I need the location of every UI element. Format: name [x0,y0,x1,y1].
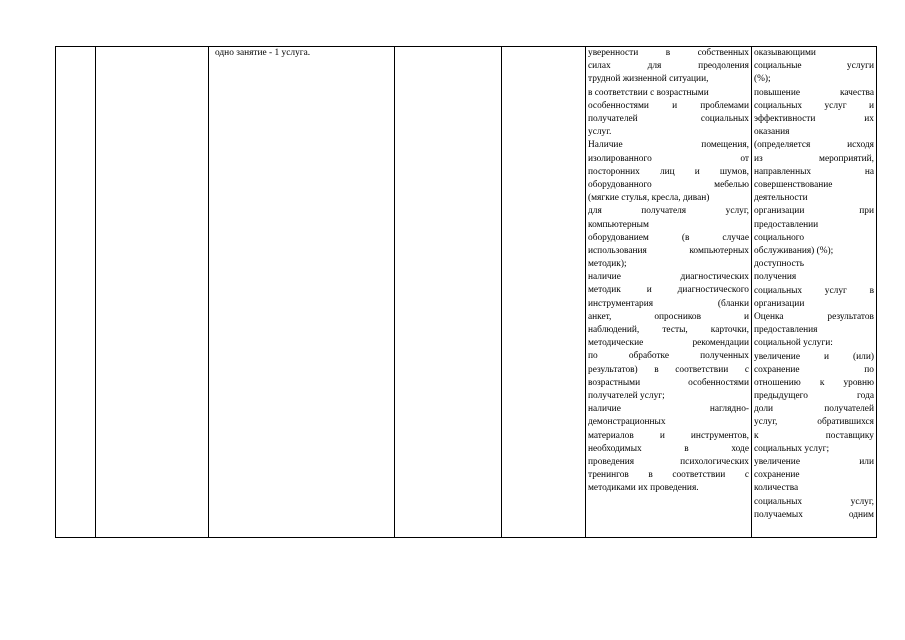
text-line: получаемых одним [754,509,874,520]
text-line: доли получателей [754,404,874,415]
text-line: оборудованного мебелью [588,179,749,190]
text-line: Оценка результатов [754,311,874,322]
service-conditions-text [588,47,749,496]
text-line: эффективности их [754,113,874,124]
cell-service-volume [209,47,395,538]
text-line: методиками их проведения. [588,483,699,494]
table-row [56,47,877,538]
text-line: количества [754,483,799,494]
text-line: предоставлении [754,219,819,230]
text-line: обслуживания) (%); [754,245,834,256]
text-line: оказания [754,127,790,138]
text-line: методик и диагностического [588,285,749,296]
text-line: увеличение или [754,457,874,468]
text-line: социальных услуг в [754,285,874,296]
text-line: оказывающими [754,48,816,58]
text-line: уверенности в собственных [588,48,749,58]
text-line: наличие диагностических [588,272,749,283]
text-line: особенностями и проблемами [588,100,749,111]
text-line: результатов) в соответствии с [588,364,749,375]
text-line: получателей социальных [588,113,749,124]
text-line: (%); [754,74,771,85]
text-line: (мягкие стулья, кресла, диван) [588,193,710,204]
text-line: изолированного от [588,153,749,164]
text-line: (определяется исходя [754,140,874,151]
cell-service-indicators [752,47,877,538]
service-indicators-text [754,47,874,522]
text-line: получателей услуг; [588,390,665,401]
services-table [55,46,877,538]
text-line: материалов и инструментов, [588,430,749,441]
cell-service-term [395,47,502,538]
text-line: социальных услуг; [754,443,830,454]
text-line: организации при [754,206,874,217]
text-line: компьютерным [588,219,649,230]
text-line: социальных услуг и [754,100,874,111]
text-line: социальной услуги: [754,338,833,349]
text-line: оборудованием (в случае [588,232,749,243]
text-line: направленных на [754,166,874,177]
text-line: из мероприятий, [754,153,874,164]
service-volume-text: одно занятие - 1 услуга. [215,48,311,58]
text-line: использования компьютерных [588,245,749,256]
text-line: трудной жизненной ситуации, [588,74,709,85]
text-line: услуг. [588,127,612,138]
text-line: увеличение и (или) [754,351,874,362]
text-line: тренингов в соответствии с [588,470,749,481]
text-line: сохранение по [754,364,874,375]
text-line: посторонних лиц и шумов, [588,166,749,177]
text-line: силах для преодоления [588,61,749,72]
text-line: социальных услуг, [754,496,874,507]
text-line: услуг, обратившихся [754,417,874,428]
text-line: методик); [588,259,627,270]
text-line: совершенствование [754,179,833,190]
cell-service-name [96,47,209,538]
cell-number [56,47,96,538]
text-line: необходимых в ходе [588,443,749,454]
text-line: методические рекомендации [588,338,749,349]
text-line: к поставщику [754,430,874,441]
cell-service-norm [502,47,586,538]
text-line: повышение качества [754,87,874,98]
text-line: наблюдений, тесты, карточки, [588,325,749,336]
text-line: по обработке полученных [588,351,749,362]
text-line: организации [754,298,805,309]
text-line: демонстрационных [588,417,666,428]
text-line: Наличие помещения, [588,140,749,151]
text-line: социального [754,232,805,243]
text-line: социальные услуги [754,61,874,72]
text-line: в соответствии с возрастными [588,87,709,98]
text-line: наличие наглядно- [588,404,749,415]
text-line: сохранение [754,470,800,481]
text-line: предыдущего года [754,391,874,402]
text-line: анкет, опросников и [588,311,749,322]
text-line: доступность [754,259,805,270]
text-line: возрастными особенностями [588,377,749,388]
text-line: проведения психологических [588,456,749,467]
text-line: для получателя услуг, [588,206,749,217]
text-line: предоставления [754,325,818,336]
cell-service-conditions [586,47,752,538]
text-line: получения [754,272,797,283]
text-line: деятельности [754,193,808,204]
text-line: инструментария (бланки [588,298,749,309]
text-line: отношению к уровню [754,377,874,388]
